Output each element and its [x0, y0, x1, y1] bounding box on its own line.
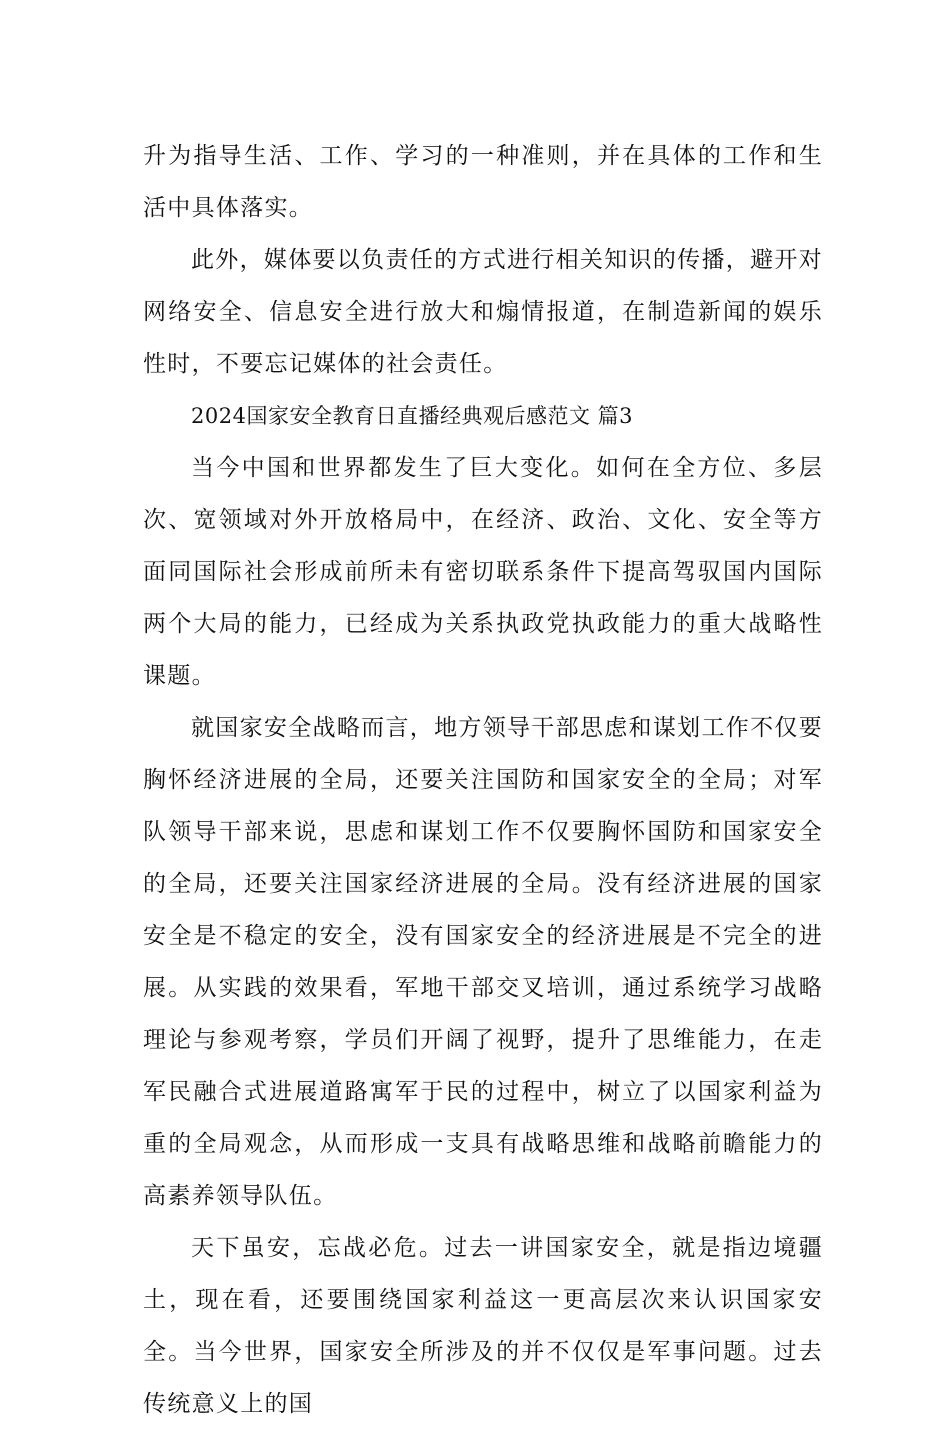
paragraph-national-security: 天下虽安，忘战必危。过去一讲国家安全，就是指边境疆土，现在看，还要围绕国家利益这一更高层次来认识国家安全。当今世界，国家安全所涉及的并不仅仅是军事问题。过去传统意义上的国 [143, 1235, 823, 1417]
section-heading: 2024国家安全教育日直播经典观后感范文 篇3 [191, 404, 633, 428]
paragraph-security-strategy: 就国家安全战略而言，地方领导干部思虑和谋划工作不仅要胸怀经济进展的全局，还要关注国防和国家安全的全局；对军队领导干部来说，思虑和谋划工作不仅要胸怀国防和国家安全的全局，还要关注国家经济进展的全局。没有经济进展的国家安全是不稳定的安全，没有国家安全的经济进展是不完全的进展。从实践的效果看，军地干部交叉培训，通过系统学习战略理论与参观考察，学员们开阔了视野，提升了思维能力，在走军民融合式进展道路寓军于民的过程中，树立了以国家利益为重的全局观念，从而形成一支具有战略思维和战略前瞻能力的高素养领导队伍。 [143, 715, 823, 1209]
paragraph-media-responsibility: 此外，媒体要以负责任的方式进行相关知识的传播，避开对网络安全、信息安全进行放大和煽情报道，在制造新闻的娱乐性时，不要忘记媒体的社会责任。 [143, 247, 823, 377]
paragraph-continuation: 升为指导生活、工作、学习的一种准则，并在具体的工作和生活中具体落实。 [143, 143, 823, 221]
document-body [143, 130, 823, 1430]
paragraph-world-changes: 当今中国和世界都发生了巨大变化。如何在全方位、多层次、宽领域对外开放格局中，在经济、政治、文化、安全等方面同国际社会形成前所未有密切联系条件下提高驾驭国内国际两个大局的能力，已经成为关系执政党执政能力的重大战略性课题。 [143, 455, 823, 689]
